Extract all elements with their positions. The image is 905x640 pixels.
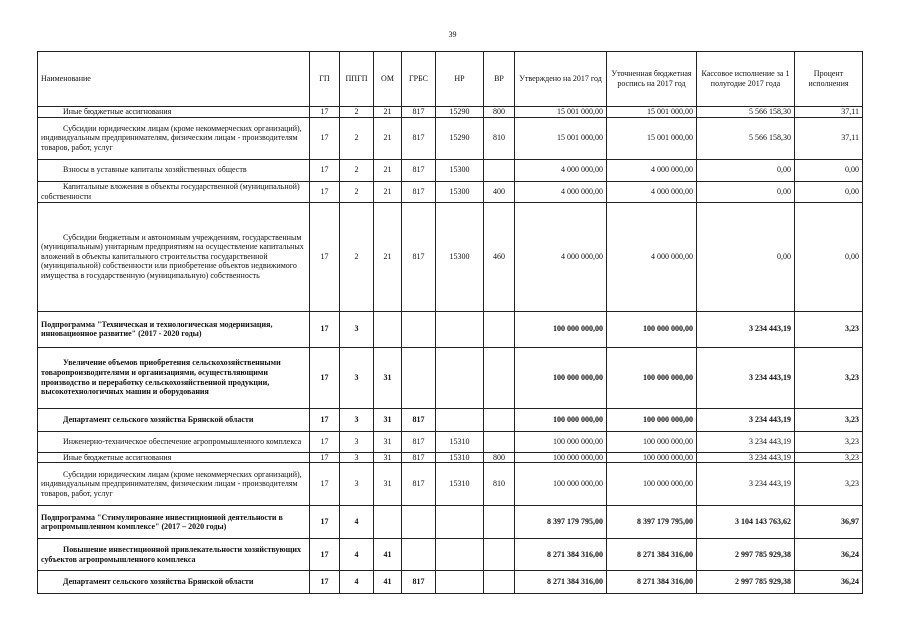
cell-approved: 4 000 000,00 [515, 202, 607, 311]
cell-vr [484, 408, 515, 431]
cell-gp: 17 [310, 159, 340, 181]
col-header-nr: НР [436, 52, 484, 107]
cell-grbs [402, 506, 436, 539]
cell-vr [484, 431, 515, 452]
cell-name: Департамент сельского хозяйства Брянской области [38, 408, 310, 431]
cell-ppgp: 4 [340, 539, 374, 571]
col-header-approved: Утверждено на 2017 год [515, 52, 607, 107]
cell-vr: 810 [484, 117, 515, 159]
cell-vr: 460 [484, 202, 515, 311]
cell-refined: 8 397 179 795,00 [607, 506, 697, 539]
cell-name: Капитальные вложения в объекты государственной (муниципальной) собственности [38, 181, 310, 202]
cell-percent: 3,23 [795, 347, 863, 408]
cell-grbs: 817 [402, 117, 436, 159]
cell-grbs [402, 539, 436, 571]
cell-vr: 400 [484, 181, 515, 202]
header-row [38, 52, 863, 107]
cell-refined: 4 000 000,00 [607, 181, 697, 202]
cell-name: Субсидии бюджетным и автономным учреждениям, государственным (муниципальным) унитарным предприятиям на осуществление капитальных вложений в объекты капитального строительства государственной (муниципальной) собственности или приобретение объектов недвижимого имущества в государственную (муниципальную) собственность [38, 202, 310, 311]
cell-gp: 17 [310, 539, 340, 571]
cell-refined: 100 000 000,00 [607, 408, 697, 431]
cell-approved: 8 271 384 316,00 [515, 571, 607, 594]
cell-om: 41 [374, 571, 402, 594]
table-row [38, 347, 863, 408]
table-row [38, 431, 863, 452]
cell-approved: 15 001 000,00 [515, 117, 607, 159]
cell-approved: 100 000 000,00 [515, 311, 607, 347]
cell-percent: 3,23 [795, 463, 863, 506]
cell-cash: 0,00 [697, 202, 795, 311]
cell-cash: 2 997 785 929,38 [697, 571, 795, 594]
cell-ppgp: 4 [340, 506, 374, 539]
cell-refined: 100 000 000,00 [607, 452, 697, 463]
table-row [38, 452, 863, 463]
cell-om: 21 [374, 107, 402, 118]
cell-approved: 100 000 000,00 [515, 408, 607, 431]
cell-cash: 0,00 [697, 159, 795, 181]
cell-approved: 100 000 000,00 [515, 347, 607, 408]
cell-approved: 100 000 000,00 [515, 452, 607, 463]
cell-percent: 0,00 [795, 159, 863, 181]
cell-nr: 15310 [436, 431, 484, 452]
cell-gp: 17 [310, 463, 340, 506]
col-header-grbs: ГРБС [402, 52, 436, 107]
cell-cash: 3 234 443,19 [697, 452, 795, 463]
cell-name: Инженерно-техническое обеспечение агропромышленного комплекса [38, 431, 310, 452]
cell-grbs: 817 [402, 452, 436, 463]
cell-grbs: 817 [402, 463, 436, 506]
table-row [38, 539, 863, 571]
table-row [38, 506, 863, 539]
cell-cash: 3 234 443,19 [697, 463, 795, 506]
cell-vr: 800 [484, 452, 515, 463]
cell-percent: 0,00 [795, 202, 863, 311]
cell-name: Увеличение объемов приобретения сельскохозяйственными товаропроизводителями и организациями, осуществляющими производство и переработку сельскохозяйственной продукции, высокотехнологичных машин и оборудования [38, 347, 310, 408]
cell-gp: 17 [310, 431, 340, 452]
cell-name: Подпрограмма "Стимулирование инвестиционной деятельности в агропромышленном комплексе" (2017 – 2020 годы) [38, 506, 310, 539]
table-body [38, 107, 863, 594]
table-row [38, 311, 863, 347]
cell-percent: 36,97 [795, 506, 863, 539]
cell-grbs: 817 [402, 202, 436, 311]
cell-vr [484, 506, 515, 539]
cell-cash: 3 234 443,19 [697, 311, 795, 347]
cell-percent: 3,23 [795, 452, 863, 463]
table-row [38, 107, 863, 118]
cell-vr [484, 347, 515, 408]
cell-om: 41 [374, 539, 402, 571]
cell-nr [436, 408, 484, 431]
cell-nr: 15310 [436, 452, 484, 463]
cell-om: 21 [374, 159, 402, 181]
col-header-percent: Процент исполнения [795, 52, 863, 107]
cell-ppgp: 3 [340, 431, 374, 452]
budget-table [37, 51, 863, 594]
cell-vr: 810 [484, 463, 515, 506]
cell-gp: 17 [310, 311, 340, 347]
cell-nr [436, 506, 484, 539]
cell-gp: 17 [310, 107, 340, 118]
cell-cash: 3 234 443,19 [697, 408, 795, 431]
table-row [38, 117, 863, 159]
cell-percent: 36,24 [795, 571, 863, 594]
cell-refined: 100 000 000,00 [607, 347, 697, 408]
cell-percent: 0,00 [795, 181, 863, 202]
cell-grbs: 817 [402, 159, 436, 181]
cell-nr [436, 347, 484, 408]
cell-ppgp: 2 [340, 107, 374, 118]
cell-refined: 100 000 000,00 [607, 431, 697, 452]
cell-gp: 17 [310, 117, 340, 159]
cell-om: 31 [374, 452, 402, 463]
cell-percent: 3,23 [795, 311, 863, 347]
col-header-cash: Кассовое исполнение за 1 полугодие 2017 года [697, 52, 795, 107]
table-row [38, 181, 863, 202]
cell-ppgp: 3 [340, 311, 374, 347]
col-header-om: ОМ [374, 52, 402, 107]
table-row [38, 463, 863, 506]
cell-percent: 37,11 [795, 107, 863, 118]
cell-cash: 3 104 143 763,62 [697, 506, 795, 539]
cell-vr [484, 159, 515, 181]
cell-gp: 17 [310, 506, 340, 539]
cell-nr: 15290 [436, 117, 484, 159]
cell-approved: 4 000 000,00 [515, 159, 607, 181]
cell-grbs [402, 311, 436, 347]
cell-name: Подпрограмма "Техническая и технологическая модернизация, инновационное развитие" (2017 - 2020 годы) [38, 311, 310, 347]
cell-gp: 17 [310, 571, 340, 594]
cell-percent: 3,23 [795, 408, 863, 431]
cell-vr: 800 [484, 107, 515, 118]
cell-cash: 3 234 443,19 [697, 347, 795, 408]
cell-nr: 15300 [436, 202, 484, 311]
cell-approved: 15 001 000,00 [515, 107, 607, 118]
cell-refined: 100 000 000,00 [607, 311, 697, 347]
cell-approved: 8 397 179 795,00 [515, 506, 607, 539]
cell-gp: 17 [310, 408, 340, 431]
cell-gp: 17 [310, 347, 340, 408]
table-row [38, 408, 863, 431]
cell-gp: 17 [310, 452, 340, 463]
cell-ppgp: 3 [340, 347, 374, 408]
cell-om: 31 [374, 431, 402, 452]
cell-refined: 8 271 384 316,00 [607, 539, 697, 571]
cell-cash: 2 997 785 929,38 [697, 539, 795, 571]
cell-refined: 8 271 384 316,00 [607, 571, 697, 594]
cell-cash: 0,00 [697, 181, 795, 202]
cell-approved: 100 000 000,00 [515, 463, 607, 506]
table-row [38, 202, 863, 311]
col-header-name: Наименование [38, 52, 310, 107]
cell-name: Иные бюджетные ассигнования [38, 452, 310, 463]
cell-percent: 37,11 [795, 117, 863, 159]
cell-name: Иные бюджетные ассигнования [38, 107, 310, 118]
cell-name: Взносы в уставные капиталы хозяйственных обществ [38, 159, 310, 181]
cell-om [374, 311, 402, 347]
cell-refined: 4 000 000,00 [607, 202, 697, 311]
cell-om: 21 [374, 181, 402, 202]
cell-percent: 36,24 [795, 539, 863, 571]
cell-name: Департамент сельского хозяйства Брянской области [38, 571, 310, 594]
cell-cash: 5 566 158,30 [697, 107, 795, 118]
cell-name: Повышение инвестиционной привлекательности хозяйствующих субъектов агропромышленного комплекса [38, 539, 310, 571]
cell-om [374, 506, 402, 539]
cell-grbs: 817 [402, 571, 436, 594]
table-row [38, 571, 863, 594]
cell-refined: 15 001 000,00 [607, 107, 697, 118]
cell-name: Субсидии юридическим лицам (кроме некоммерческих организаций), индивидуальным предпринимателям, физическим лицам - производителям товаров, работ, услуг [38, 463, 310, 506]
cell-nr: 15290 [436, 107, 484, 118]
cell-refined: 100 000 000,00 [607, 463, 697, 506]
table-row [38, 159, 863, 181]
cell-om: 31 [374, 347, 402, 408]
cell-nr: 15300 [436, 159, 484, 181]
cell-nr [436, 539, 484, 571]
cell-nr: 15310 [436, 463, 484, 506]
cell-ppgp: 4 [340, 571, 374, 594]
cell-ppgp: 2 [340, 117, 374, 159]
cell-cash: 3 234 443,19 [697, 431, 795, 452]
cell-refined: 15 001 000,00 [607, 117, 697, 159]
cell-om: 21 [374, 202, 402, 311]
cell-nr [436, 571, 484, 594]
cell-vr [484, 571, 515, 594]
cell-gp: 17 [310, 202, 340, 311]
cell-vr [484, 539, 515, 571]
cell-refined: 4 000 000,00 [607, 159, 697, 181]
cell-nr: 15300 [436, 181, 484, 202]
cell-ppgp: 3 [340, 452, 374, 463]
cell-ppgp: 2 [340, 159, 374, 181]
col-header-ppgp: ППГП [340, 52, 374, 107]
cell-cash: 5 566 158,30 [697, 117, 795, 159]
cell-approved: 4 000 000,00 [515, 181, 607, 202]
cell-grbs: 817 [402, 408, 436, 431]
col-header-gp: ГП [310, 52, 340, 107]
cell-approved: 8 271 384 316,00 [515, 539, 607, 571]
cell-ppgp: 2 [340, 202, 374, 311]
col-header-refined: Уточненная бюджетная роспись на 2017 год [607, 52, 697, 107]
cell-gp: 17 [310, 181, 340, 202]
cell-om: 21 [374, 117, 402, 159]
cell-vr [484, 311, 515, 347]
cell-om: 31 [374, 463, 402, 506]
cell-grbs: 817 [402, 431, 436, 452]
col-header-vr: ВР [484, 52, 515, 107]
cell-grbs: 817 [402, 107, 436, 118]
cell-nr [436, 311, 484, 347]
page-number: 39 [448, 30, 457, 39]
cell-om: 31 [374, 408, 402, 431]
cell-percent: 3,23 [795, 431, 863, 452]
cell-name: Субсидии юридическим лицам (кроме некоммерческих организаций), индивидуальным предпринимателям, физическим лицам - производителям товаров, работ, услуг [38, 117, 310, 159]
cell-grbs: 817 [402, 181, 436, 202]
cell-ppgp: 3 [340, 408, 374, 431]
cell-ppgp: 2 [340, 181, 374, 202]
cell-ppgp: 3 [340, 463, 374, 506]
cell-approved: 100 000 000,00 [515, 431, 607, 452]
cell-grbs [402, 347, 436, 408]
